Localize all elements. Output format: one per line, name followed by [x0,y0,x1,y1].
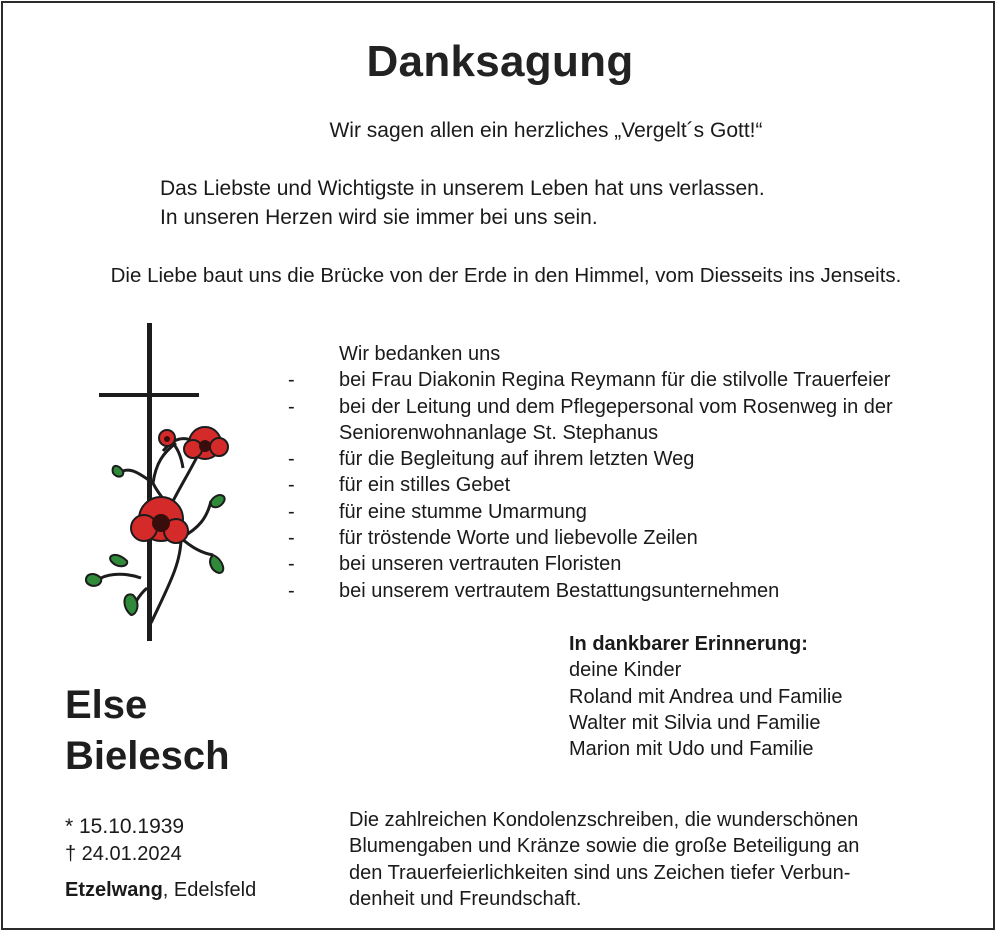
deceased-first-name: Else [65,683,148,727]
deceased-last-name: Bielesch [65,734,230,778]
large-rose [131,497,188,543]
list-dash: - [288,527,295,550]
birth-date: * 15.10.1939 [65,815,185,838]
condolence-line: den Trauerfeierlichkeiten sind uns Zeichen tiefer Verbun- [349,861,851,884]
memory-line: Walter mit Silvia und Familie [569,711,821,734]
memory-line: Marion mit Udo und Familie [569,738,814,761]
place [65,879,256,902]
list-item-text: Seniorenwohnanlage St. Stephanus [339,421,659,444]
page-title: Danksagung [366,37,634,86]
list-item-text: für tröstende Worte und liebevolle Zeilen [339,527,698,550]
cross-horizontal-beam [99,393,199,397]
thanks-intro: Wir bedanken uns [339,343,501,365]
quote-line: Die Liebe baut uns die Brücke von der Erde in den Himmel, vom Diesseits ins Jenseits. [110,264,902,287]
list-item-text: bei unseren vertrauten Floristen [339,553,622,576]
list-dash: - [288,474,295,497]
memory-line: Roland mit Andrea und Familie [569,685,843,708]
list-dash: - [288,395,295,418]
list-dash: - [288,448,295,471]
list-dash: - [288,553,295,576]
list-item-text: für eine stumme Umarmung [339,500,587,523]
list-item-text: bei Frau Diakonin Regina Reymann für die stilvolle Trauerfeier [339,369,891,392]
rose-bud [159,430,175,446]
cross-with-roses-icon [81,323,231,643]
list-dash: - [288,579,295,602]
memory-line: deine Kinder [569,659,682,682]
verse-line-2: In unseren Herzen wird sie immer bei uns sein. [160,206,598,229]
memory-block [569,631,842,762]
verse-line-1: Das Liebste und Wichtigste in unserem Leben hat uns verlassen. [160,177,765,200]
condolence-paragraph [349,807,859,912]
upper-rose [184,427,228,459]
list-dash: - [288,369,295,392]
condolence-line: denheit und Freundschaft. [349,887,582,910]
list-item-text: für die Begleitung auf ihrem letzten Weg [339,448,695,471]
condolence-line: Blumengaben und Kränze sowie die große Beteiligung an [349,835,860,858]
condolence-line: Die zahlreichen Kondolenzschreiben, die wunderschönen [349,809,859,831]
place-main: Etzelwang [65,879,163,901]
list-item-text: bei der Leitung und dem Pflegepersonal vom Rosenweg in der [339,395,893,418]
intro-line: Wir sagen allen ein herzliches „Vergelt´s Gott!“ [329,119,763,142]
list-dash: - [288,500,295,523]
list-item-text: bei unserem vertrautem Bestattungsunternehmen [339,579,780,602]
list-item-text: für ein stilles Gebet [339,474,511,497]
death-date: † 24.01.2024 [65,843,182,865]
place-rest: , Edelsfeld [162,879,257,901]
obituary-notice [1,1,995,930]
memory-heading: In dankbarer Erinnerung: [569,633,808,655]
